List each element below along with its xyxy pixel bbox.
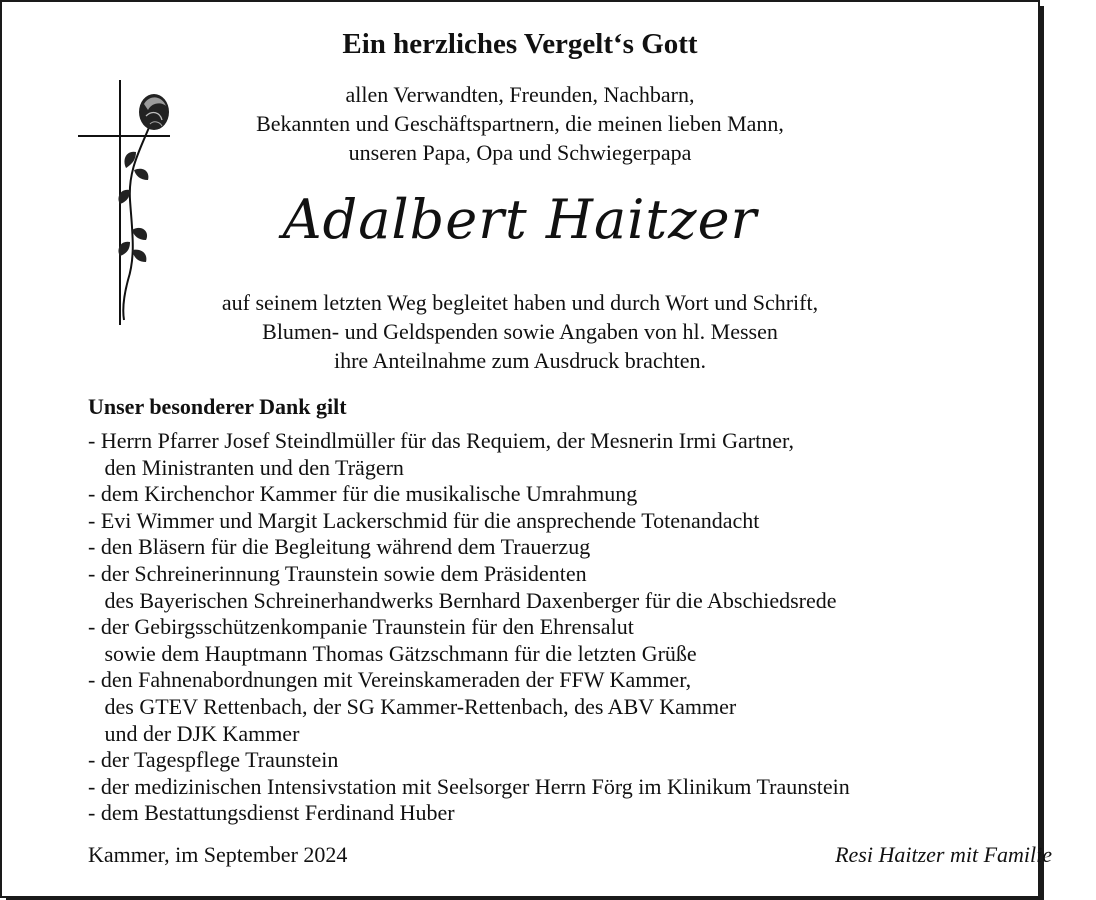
thanks-line: des Bayerischen Schreinerhandwerks Bernhard Daxenberger für die Abschiedsrede bbox=[88, 587, 837, 613]
notice-title: Ein herzliches Vergelt‘s Gott bbox=[342, 28, 698, 60]
thanks-line: - der Gebirgsschützenkompanie Traunstein für den Ehrensalut bbox=[88, 614, 634, 640]
intro-line: Bekannten und Geschäftspartnern, die meinen lieben Mann, bbox=[256, 111, 784, 136]
thanks-line: den Ministranten und den Trägern bbox=[88, 454, 404, 480]
thanks-line: - der Schreinerinnung Traunstein sowie dem Präsidenten bbox=[88, 560, 587, 586]
thanks-line: und der DJK Kammer bbox=[88, 720, 300, 746]
thanks-line: - der medizinischen Intensivstation mit Seelsorger Herrn Förg im Klinikum Traunstein bbox=[88, 773, 850, 799]
thanks-line: sowie dem Hauptmann Thomas Gätzschmann für die letzten Grüße bbox=[88, 640, 697, 666]
gratitude-line: auf seinem letzten Weg begleitet haben und durch Wort und Schrift, bbox=[221, 290, 819, 315]
thanks-line: - den Fahnenabordnungen mit Vereinskameraden der FFW Kammer, bbox=[88, 667, 692, 693]
gratitude-line: Blumen- und Geldspenden sowie Angaben von hl. Messen bbox=[262, 319, 778, 344]
thanks-heading: Unser besonderer Dank gilt bbox=[88, 394, 347, 419]
intro-line: allen Verwandten, Freunden, Nachbarn, bbox=[345, 82, 695, 107]
thanks-line: - Herrn Pfarrer Josef Steindlmüller für das Requiem, der Mesnerin Irmi Gartner, bbox=[88, 428, 794, 453]
frame-shadow-right bbox=[1040, 6, 1044, 900]
deceased-name: Adalbert Haitzer bbox=[282, 188, 758, 251]
gratitude-line: ihre Anteilnahme zum Ausdruck brachten. bbox=[333, 348, 707, 373]
gratitude-text bbox=[0, 288, 1040, 375]
thanks-line: - der Tagespflege Traunstein bbox=[88, 747, 339, 773]
place-date: Kammer, im September 2024 bbox=[88, 842, 348, 867]
thanks-line: - dem Kirchenchor Kammer für die musikalische Umrahmung bbox=[88, 481, 638, 507]
thanks-line: - dem Bestattungsdienst Ferdinand Huber bbox=[88, 800, 455, 826]
thanks-line: - Evi Wimmer und Margit Lackerschmid für die ansprechende Totenandacht bbox=[88, 507, 760, 533]
frame-shadow-bottom bbox=[6, 896, 1044, 900]
thanks-list bbox=[88, 428, 1018, 827]
intro-line: unseren Papa, Opa und Schwiegerpapa bbox=[348, 140, 692, 165]
thanks-line: - den Bläsern für die Begleitung während dem Trauerzug bbox=[88, 534, 591, 560]
intro-text bbox=[0, 80, 1040, 167]
thanks-line: des GTEV Rettenbach, der SG Kammer-Rettenbach, des ABV Kammer bbox=[88, 693, 737, 719]
signature: Resi Haitzer mit Familie bbox=[835, 842, 1052, 867]
